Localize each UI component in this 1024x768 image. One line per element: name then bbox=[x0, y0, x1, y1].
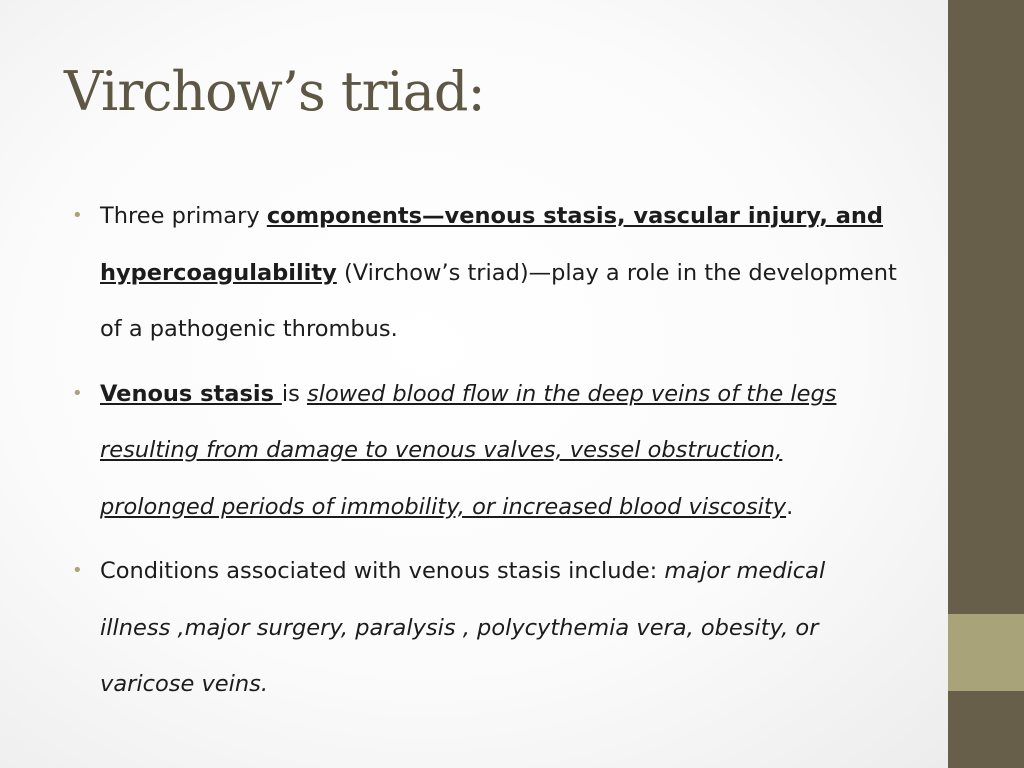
bullet-dot-icon: • bbox=[72, 382, 83, 404]
slide-title: Virchow’s triad: bbox=[64, 60, 485, 123]
side-decor-accent bbox=[948, 614, 1024, 691]
bullet-conditions-list: major medical illness ,major surgery, paralysis , polycythemia vera, obesity, or varicose veins. bbox=[100, 558, 826, 697]
bullet-definition: slowed blood flow in the deep veins of the legs resulting from damage to venous valves, vessel obstruction, prolonged periods of immobility, or increased blood viscosity bbox=[100, 380, 837, 520]
bullet-term: Venous stasis bbox=[100, 380, 282, 407]
bullet-text: Conditions associated with venous stasis include: bbox=[100, 558, 665, 584]
bullet-text: . bbox=[786, 493, 794, 520]
bullet-item-triad bbox=[72, 188, 902, 358]
bullet-item-venous-stasis bbox=[72, 366, 902, 536]
bullet-emphasis: components—venous stasis, vascular injury, and hypercoagulability bbox=[100, 203, 884, 286]
bullet-dot-icon: • bbox=[72, 560, 83, 581]
bullet-text: (Virchow’s triad)—play a role in the development of a pathogenic thrombus. bbox=[100, 259, 897, 342]
bullet-text: is bbox=[281, 380, 307, 407]
bullet-dot-icon: • bbox=[72, 205, 83, 226]
bullet-item-conditions bbox=[72, 543, 902, 713]
bullet-text: Three primary bbox=[100, 203, 267, 229]
bullet-list bbox=[72, 188, 902, 721]
